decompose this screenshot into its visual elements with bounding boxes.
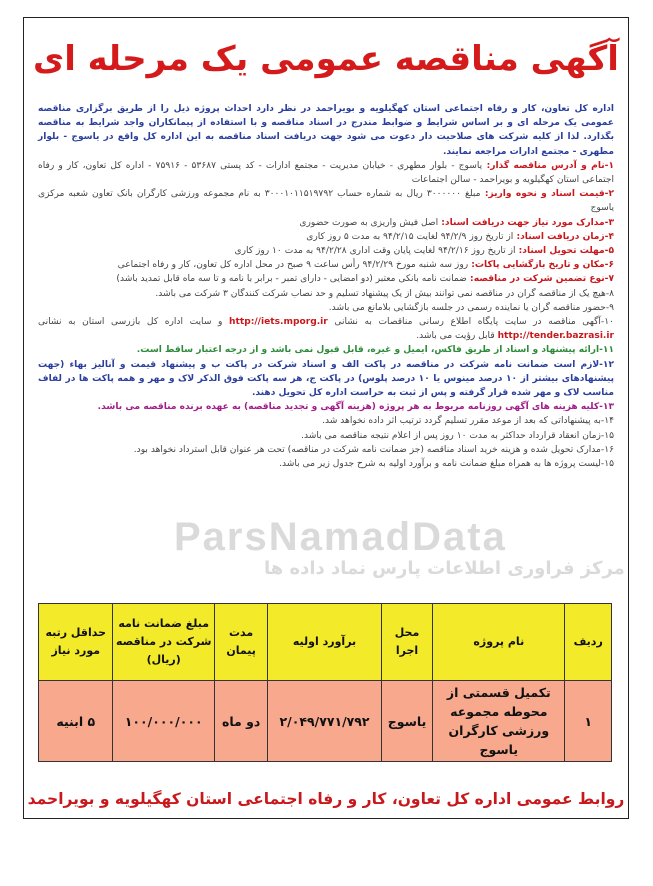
watermark: ParsNamadData — [174, 515, 507, 559]
col-project-name: نام پروژه — [433, 604, 565, 681]
item-1 — [38, 159, 614, 187]
item-14: ۱۴-به پیشنهاداتی که بعد از موعد مقرر تسلیم گردد ترتیب اثر داده نخواهد شد. — [322, 416, 614, 427]
col-guarantee: مبلغ ضمانت نامه شرکت در مناقصه (ریال) — [113, 604, 214, 681]
item-label: ۳-مدارک مورد نیاز جهت دریافت اسناد: — [438, 217, 614, 228]
item-16: ۱۶-مدارک تحویل شده و هزینه خرید اسناد مناقصه (جز ضمانت نامه شرکت در مناقصه) تحت هر عنوان قابل استرداد نخواهد بود. — [133, 444, 614, 455]
item-text: ضمانت نامه بانکی معتبر (دو امضایی - دارای تمبر - برابر با نامه و تا سه ماه قابل تمدید باشد) — [116, 274, 467, 285]
iets-link[interactable]: http://iets.mporg.ir — [229, 317, 328, 328]
item-13: ۱۳-کلیه هزینه های آگهی روزنامه مربوط به هر پروژه (هزینه آگهی و تجدید مناقصه) به عهده برنده مناقصه می باشد. — [97, 402, 614, 413]
item-text: مبلغ ۳۰۰۰۰۰۰ ریال به شماره حساب ۳۰۰۰۱۰۱۱۵۱۹۷۹۲ به نام مجموعه ورزشی کارگران بانک تعاون شعبه مرکزی یاسوج — [38, 189, 614, 214]
col-min-rank: حداقل رتبه مورد نیاز — [39, 604, 113, 681]
notice-body — [38, 102, 614, 471]
table-row — [39, 681, 612, 762]
cell-duration: دو ماه — [214, 681, 267, 762]
item-3 — [38, 216, 614, 230]
item-label: ۶-مکان و تاریخ بازگشایی پاکات: — [468, 260, 614, 271]
item-text: اصل فیش واریزی به صورت حضوری — [299, 217, 439, 228]
col-duration: مدت پیمان — [214, 604, 267, 681]
item-2 — [38, 187, 614, 215]
item-11: ۱۱-ارائه پیشنهاد و اسناد از طریق فاکس، ایمیل و غیره، قابل قبول نمی باشد و از درجه اعتبار ساقط است. — [136, 345, 614, 356]
intro-paragraph: اداره کل تعاون، کار و رفاه اجتماعی استان کهگیلویه و بویراحمد در نظر دارد احداث پروژه ذیل را از طریق برگزاری مناقصه عمومی یک مرحله ای و بر اساس شرایط و ضوابط مندرج در اسناد مناقصه و با استفاده از پیمانکاران واجد شرایط به مناقصه بگذارد. لذا از کلیه شرکت های صلاحیت دار دعوت می شود جهت دریافت اسناد مناقصه به این اداره کل واقع در یاسوج - بلوار مطهری - مجتمع ادارات مراجعه نمایند. — [38, 104, 614, 157]
item-text: یاسوج - بلوار مطهری - خیابان مدیریت - مجتمع ادارات - کد پستی ۵۳۶۸۷ - ۷۵۹۱۶ - اداره کل تعاون، کار و رفاه اجتماعی استان کهگیلویه و بویراحمد - سالن اجتماعات — [38, 160, 614, 186]
item-text: روز سه شنبه مورخ ۹۴/۲/۲۹ رأس ساعت ۹ صبح در محل اداره کل تعاون، کار و رفاه اجتماعی — [117, 260, 469, 271]
item-label: ۴-زمان دریافت اسناد: — [513, 231, 614, 242]
footer-public-relations: روابط عمومی اداره کل تعاون، کار و رفاه اجتماعی استان کهگیلویه و بویراحمد — [27, 790, 625, 808]
item-7 — [38, 272, 614, 286]
col-row-number: ردیف — [565, 604, 612, 681]
tender-link[interactable]: http://tender.bazrasi.ir — [497, 331, 614, 342]
table-header-row — [39, 604, 612, 681]
item-12: ۱۲-لازم است ضمانت نامه شرکت در مناقصه در پاکت الف و اسناد شرکت در پاکت ب و پیشنهاد قیمت و آنالیز بهاء (جهت پیشنهادهای بیشتر از ۱۰ درصد مینوس یا ۱۰ درصد پلوس) در پاکت ج، هر سه پاکت فوق الذکر لاک و مهر و همه پاکت ها در لفاف مناسب لاک و مهر شده قرار گرفته و پس از ثبت به حراست اداره کل تحویل دهند. — [38, 359, 614, 399]
notice-frame — [23, 17, 629, 819]
watermark-persian: مرکز فراوری اطلاعات پارس نماد داده ها — [264, 558, 625, 579]
item-text: قابل رؤیت می باشد. — [416, 331, 498, 342]
item-17: ۱۵-لیست پروژه ها به همراه مبلغ ضمانت نامه و برآورد اولیه به شرح جدول زیر می باشد. — [279, 459, 614, 470]
projects-table — [38, 603, 612, 762]
item-text: ۱۰-آگهی مناقصه در سایت پایگاه اطلاع رسانی مناقصات به نشانی — [327, 317, 614, 328]
item-label: ۵-مهلت تحویل اسناد: — [515, 246, 614, 257]
cell-location: یاسوج — [381, 681, 432, 762]
item-label: ۷-نوع تضمین شرکت در مناقصه: — [466, 274, 614, 285]
item-text: از تاریخ روز ۹۴/۲/۹ لغایت ۹۴/۲/۱۵ به مدت ۵ روز کاری — [306, 231, 514, 242]
item-label: ۱-نام و آدرس مناقصه گذار: — [482, 160, 614, 171]
item-8: ۸-هیچ یک از مناقصه گران در مناقصه نمی توانند بیش از یک پیشنهاد تسلیم و حد نصاب شرکت کنندگان ۳ شرکت می باشد. — [155, 288, 614, 299]
item-4 — [38, 230, 614, 244]
item-text: از تاریخ روز ۹۴/۲/۱۶ لغایت پایان وقت اداری ۹۴/۲/۲۸ به مدت ۱۰ روز کاری — [234, 246, 516, 257]
item-text: و سایت اداره کل بازرسی استان به نشانی — [38, 317, 230, 328]
item-5 — [38, 244, 614, 258]
cell-guarantee: ۱۰۰/۰۰۰/۰۰۰ — [113, 681, 214, 762]
item-9: ۹-حضور مناقصه گران یا نماینده رسمی در جلسه بازگشایی بلامانع می باشد. — [328, 302, 614, 313]
item-10 — [38, 315, 614, 343]
item-label: ۲-قیمت اسناد و نحوه واریز: — [480, 189, 615, 200]
col-estimate: برآورد اولیه — [268, 604, 381, 681]
notice-title: آگهی مناقصه عمومی یک مرحله ای — [33, 39, 619, 79]
cell-project-name: تکمیل قسمتی از محوطه مجموعه ورزشی کارگران یاسوج — [433, 681, 565, 762]
cell-min-rank: ۵ ابنیه — [39, 681, 113, 762]
cell-estimate: ۲/۰۴۹/۷۷۱/۷۹۲ — [268, 681, 381, 762]
item-6 — [38, 258, 614, 272]
col-location: محل اجرا — [381, 604, 432, 681]
item-15: ۱۵-زمان انعقاد قرارداد حداکثر به مدت ۱۰ روز پس از اعلام نتیجه مناقصه می باشد. — [301, 430, 614, 441]
cell-row-number: ۱ — [565, 681, 612, 762]
